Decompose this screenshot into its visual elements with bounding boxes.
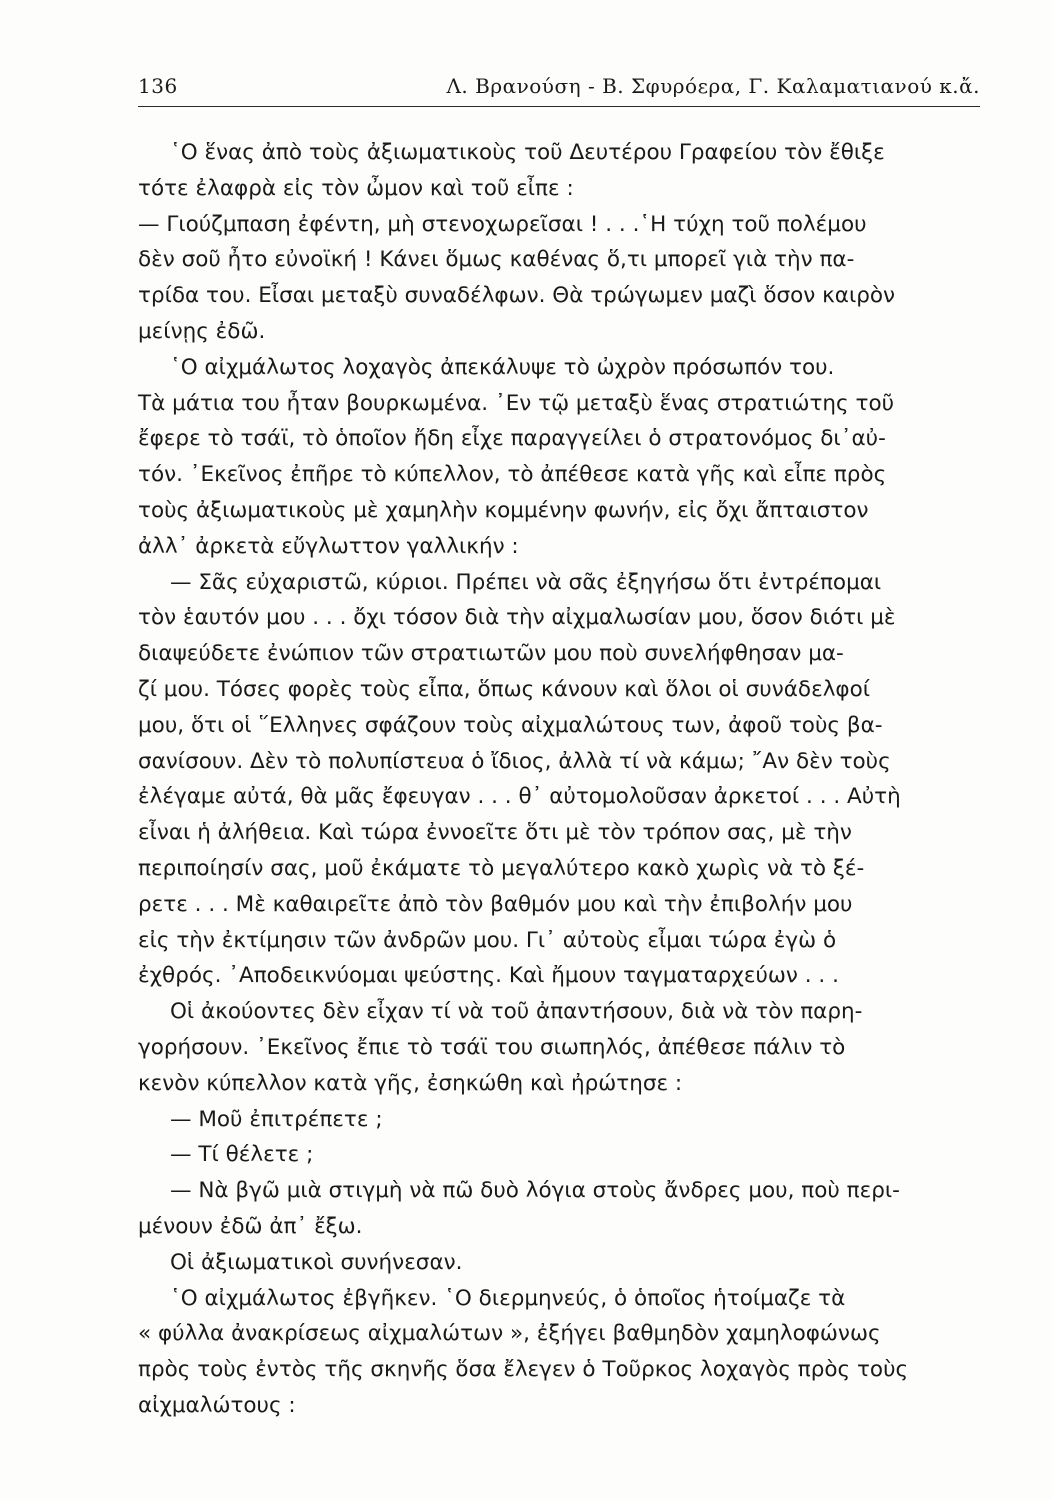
text-line: εἶναι ἡ ἀλήθεια. Καὶ τώρα ἐννοεῖτε ὅτι μὲ τὸν τρόπον σας, μὲ τὴν	[138, 820, 852, 846]
text-line: αἰχμαλώτους :	[138, 1392, 296, 1418]
text-line: — Μοῦ ἐπιτρέπετε ;	[170, 1106, 383, 1132]
text-line: ζί μου. Τόσες φορὲς τοὺς εἶπα, ὅπως κάνουν καὶ ὅλοι οἱ συνάδελφοί	[138, 676, 871, 702]
text-line: τὸν ἑαυτόν μου . . . ὄχι τόσον διὰ τὴν αἰχμαλωσίαν μου, ὅσον διότι μὲ	[138, 605, 896, 631]
text-line: μου, ὅτι οἱ ῞Ελληνες σφάζουν τοὺς αἰχμαλώτους των, ἀφοῦ τοὺς βα-	[138, 712, 883, 738]
text-line: τόν. ᾿Εκεῖνος ἐπῆρε τὸ κύπελλον, τὸ ἀπέθεσε κατὰ γῆς καὶ εἶπε πρὸς	[138, 462, 887, 488]
text-line: — Σᾶς εὐχαριστῶ, κύριοι. Πρέπει νὰ σᾶς ἐξηγήσω ὅτι ἐντρέπομαι	[170, 569, 882, 595]
text-line: ἔφερε τὸ τσάϊ, τὸ ὁποῖον ἤδη εἶχε παραγγείλει ὁ στρατονόμος δι᾿αὐ-	[138, 426, 886, 452]
text-line: Οἱ ἀξιωματικοὶ συνήνεσαν.	[170, 1249, 463, 1275]
text-line: τότε ἐλαφρὰ εἰς τὸν ὦμον καὶ τοῦ εἶπε :	[138, 175, 574, 201]
text-line: ἀλλ᾿ ἀρκετὰ εὔγλωττον γαλλικήν :	[138, 533, 519, 559]
header-rule	[138, 106, 980, 107]
text-line: μείνῃς ἐδῶ.	[138, 318, 266, 344]
text-line: σανίσουν. Δὲν τὸ πολυπίστευα ὁ ἴδιος, ἀλλὰ τί νὰ κάμω; ῎Αν δὲν τοὺς	[138, 748, 891, 774]
text-line: τρίδα του. Εἶσαι μεταξὺ συναδέλφων. Θὰ τρώγωμεν μαζὶ ὅσον καιρὸν	[138, 283, 896, 309]
body-text	[138, 135, 984, 1424]
text-line: Τὰ μάτια του ἦταν βουρκωμένα. ᾿Εν τῷ μεταξὺ ἕνας στρατιώτης τοῦ	[138, 390, 895, 416]
text-line: — Νὰ βγῶ μιὰ στιγμὴ νὰ πῶ δυὸ λόγια στοὺς ἄνδρες μου, ποὺ περι-	[170, 1178, 900, 1204]
text-line: ρετε . . . Μὲ καθαιρεῖτε ἀπὸ τὸν βαθμόν μου καὶ τὴν ἐπιβολήν μου	[138, 891, 853, 917]
text-line: — Γιούζμπαση ἐφέντη, μὴ στενοχωρεῖσαι ! . . .῾Η τύχη τοῦ πολέμου	[138, 211, 867, 237]
text-line: περιποίησίν σας, μοῦ ἐκάματε τὸ μεγαλύτερο κακὸ χωρὶς νὰ τὸ ξέ-	[138, 855, 865, 881]
text-line: « φύλλα ἀνακρίσεως αἰχμαλώτων », ἐξήγει βαθμηδὸν χαμηλοφώνως	[138, 1321, 881, 1347]
text-line: τοὺς ἀξιωματικοὺς μὲ χαμηλὴν κομμένην φωνήν, εἰς ὄχι ἄπταιστον	[138, 497, 869, 523]
text-line: ἐλέγαμε αὐτά, θὰ μᾶς ἔφευγαν . . . θ᾿ αὐτομολοῦσαν ἀρκετοί . . . Αὐτὴ	[138, 784, 901, 810]
page-header	[138, 68, 980, 106]
text-line: ῾Ο αἰχμάλωτος λοχαγὸς ἀπεκάλυψε τὸ ὠχρὸν πρόσωπόν του.	[170, 354, 835, 380]
text-line: κενὸν κύπελλον κατὰ γῆς, ἐσηκώθη καὶ ἠρώτησε :	[138, 1070, 683, 1096]
text-line: Οἱ ἀκούοντες δὲν εἶχαν τί νὰ τοῦ ἀπαντήσουν, διὰ νὰ τὸν παρη-	[170, 999, 863, 1025]
text-line: ἐχθρός. ᾿Αποδεικνύομαι ψεύστης. Καὶ ἤμουν ταγματαρχεύων . . .	[138, 963, 839, 989]
text-line: ῾Ο αἰχμάλωτος ἐβγῆκεν. ῾Ο διερμηνεύς, ὁ ὁποῖος ἡτοίμαζε τὰ	[170, 1285, 846, 1311]
text-line: εἰς τὴν ἐκτίμησιν τῶν ἀνδρῶν μου. Γι᾿ αὐτοὺς εἶμαι τώρα ἐγὼ ὁ	[138, 927, 837, 953]
text-line: διαψεύδετε ἐνώπιον τῶν στρατιωτῶν μου ποὺ συνελήφθησαν μα-	[138, 641, 844, 667]
text-line: ῾Ο ἕνας ἀπὸ τοὺς ἀξιωματικοὺς τοῦ Δευτέρου Γραφείου τὸν ἔθιξε	[170, 140, 885, 165]
text-line: μένουν ἐδῶ ἀπ᾿ ἔξω.	[138, 1213, 363, 1239]
running-head: Λ. Βρανούση - Β. Σφυρόερα, Γ. Καλαματιανού κ.ἄ.	[446, 74, 980, 98]
page-number: 136	[138, 74, 178, 98]
text-line: δὲν σοῦ ἦτο εὐνοϊκή ! Κάνει ὅμως καθένας ὅ,τι μπορεῖ γιὰ τὴν πα-	[138, 247, 855, 273]
text-line: — Τί θέλετε ;	[170, 1142, 314, 1168]
text-line: πρὸς τοὺς ἐντὸς τῆς σκηνῆς ὅσα ἔλεγεν ὁ Τοῦρκος λοχαγὸς πρὸς τοὺς	[138, 1357, 909, 1383]
text-line: γορήσουν. ᾿Εκεῖνος ἔπιε τὸ τσάϊ του σιωπηλός, ἀπέθεσε πάλιν τὸ	[138, 1034, 846, 1060]
